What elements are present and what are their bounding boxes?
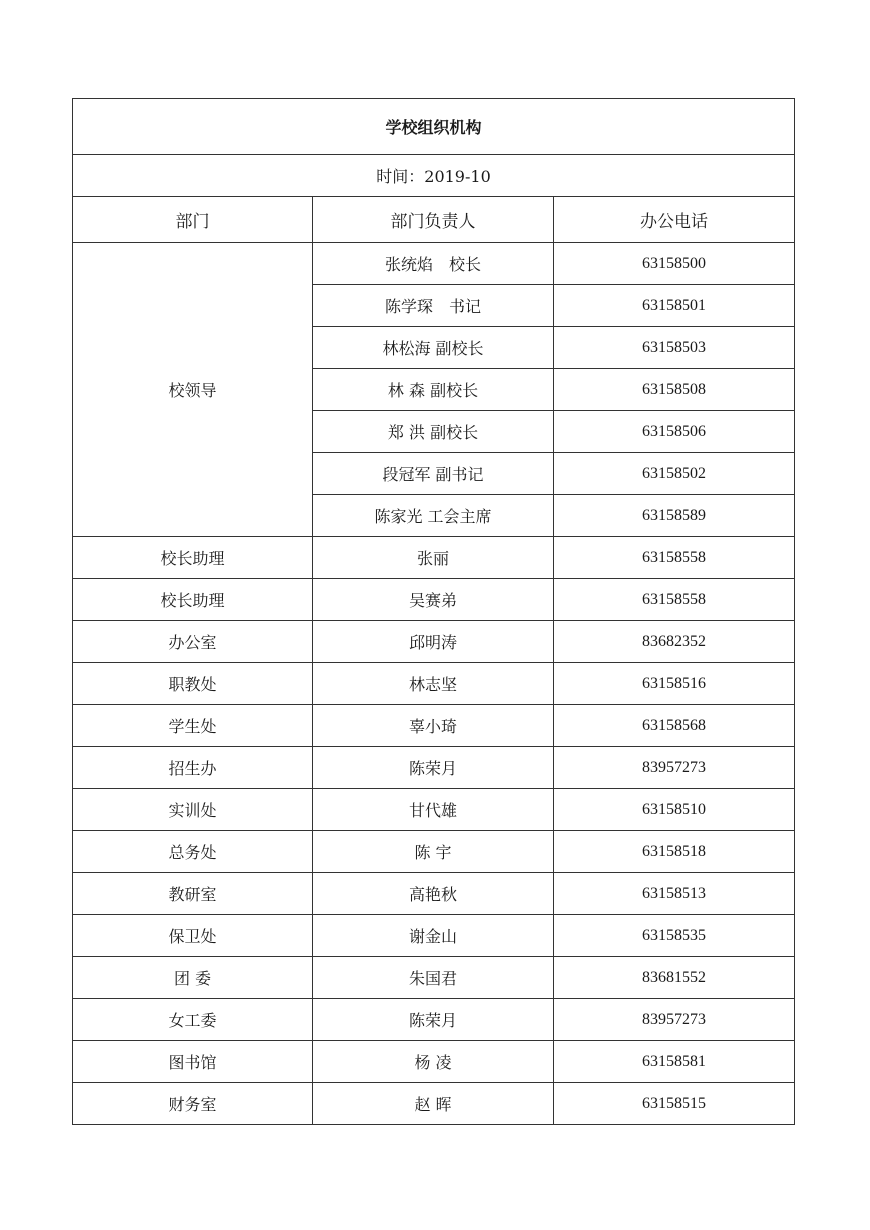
person-cell: 林松海 副校长 (313, 327, 554, 369)
dept-cell-leadership: 校领导 (73, 243, 313, 537)
table-row (73, 579, 795, 621)
table-row (73, 243, 795, 285)
phone-cell: 83682352 (554, 621, 795, 663)
table-row (73, 915, 795, 957)
phone-cell: 63158510 (554, 789, 795, 831)
phone-cell: 63158558 (554, 537, 795, 579)
dept-cell: 团 委 (73, 957, 313, 999)
dept-cell: 总务处 (73, 831, 313, 873)
phone-cell: 63158558 (554, 579, 795, 621)
phone-cell: 63158515 (554, 1083, 795, 1125)
table-row (73, 705, 795, 747)
org-structure-table (72, 98, 795, 1125)
dept-cell: 教研室 (73, 873, 313, 915)
table-row (73, 621, 795, 663)
phone-cell: 63158513 (554, 873, 795, 915)
phone-cell: 83957273 (554, 747, 795, 789)
person-cell: 段冠军 副书记 (313, 453, 554, 495)
phone-cell: 63158501 (554, 285, 795, 327)
dept-cell: 学生处 (73, 705, 313, 747)
phone-cell: 83957273 (554, 999, 795, 1041)
phone-cell: 63158568 (554, 705, 795, 747)
dept-cell: 财务室 (73, 1083, 313, 1125)
person-cell: 陈 宇 (313, 831, 554, 873)
header-phone: 办公电话 (554, 197, 795, 243)
person-cell: 甘代雄 (313, 789, 554, 831)
person-cell: 谢金山 (313, 915, 554, 957)
person-cell: 郑 洪 副校长 (313, 411, 554, 453)
dept-cell: 实训处 (73, 789, 313, 831)
table-row (73, 999, 795, 1041)
table-row (73, 831, 795, 873)
page-title: 学校组织机构 (73, 99, 795, 155)
person-cell: 赵 晖 (313, 1083, 554, 1125)
table-row (73, 537, 795, 579)
phone-cell: 63158535 (554, 915, 795, 957)
phone-cell: 63158503 (554, 327, 795, 369)
person-cell: 朱国君 (313, 957, 554, 999)
table-row (73, 873, 795, 915)
person-cell: 辜小琦 (313, 705, 554, 747)
table-row (73, 957, 795, 999)
phone-cell: 63158502 (554, 453, 795, 495)
phone-cell: 63158508 (554, 369, 795, 411)
person-cell: 吴赛弟 (313, 579, 554, 621)
header-dept: 部门 (73, 197, 313, 243)
table-row (73, 1083, 795, 1125)
phone-cell: 63158589 (554, 495, 795, 537)
phone-cell: 63158500 (554, 243, 795, 285)
dept-cell: 校长助理 (73, 537, 313, 579)
dept-cell: 职教处 (73, 663, 313, 705)
phone-cell: 63158518 (554, 831, 795, 873)
table-row (73, 789, 795, 831)
phone-cell: 83681552 (554, 957, 795, 999)
person-cell: 张统焰 校长 (313, 243, 554, 285)
person-cell: 林 森 副校长 (313, 369, 554, 411)
person-cell: 陈荣月 (313, 747, 554, 789)
dept-cell: 校长助理 (73, 579, 313, 621)
phone-cell: 63158516 (554, 663, 795, 705)
person-cell: 邱明涛 (313, 621, 554, 663)
person-cell: 张丽 (313, 537, 554, 579)
person-cell: 杨 凌 (313, 1041, 554, 1083)
dept-cell: 招生办 (73, 747, 313, 789)
table-row (73, 1041, 795, 1083)
dept-cell: 图书馆 (73, 1041, 313, 1083)
person-cell: 陈学琛 书记 (313, 285, 554, 327)
header-person: 部门负责人 (313, 197, 554, 243)
phone-cell: 63158506 (554, 411, 795, 453)
table-header-row (73, 197, 795, 243)
person-cell: 陈家光 工会主席 (313, 495, 554, 537)
table-row (73, 747, 795, 789)
date-line: 时间：2019-10 (73, 155, 795, 197)
phone-cell: 63158581 (554, 1041, 795, 1083)
dept-cell: 保卫处 (73, 915, 313, 957)
person-cell: 高艳秋 (313, 873, 554, 915)
dept-cell: 女工委 (73, 999, 313, 1041)
table-row (73, 663, 795, 705)
person-cell: 陈荣月 (313, 999, 554, 1041)
person-cell: 林志坚 (313, 663, 554, 705)
dept-cell: 办公室 (73, 621, 313, 663)
